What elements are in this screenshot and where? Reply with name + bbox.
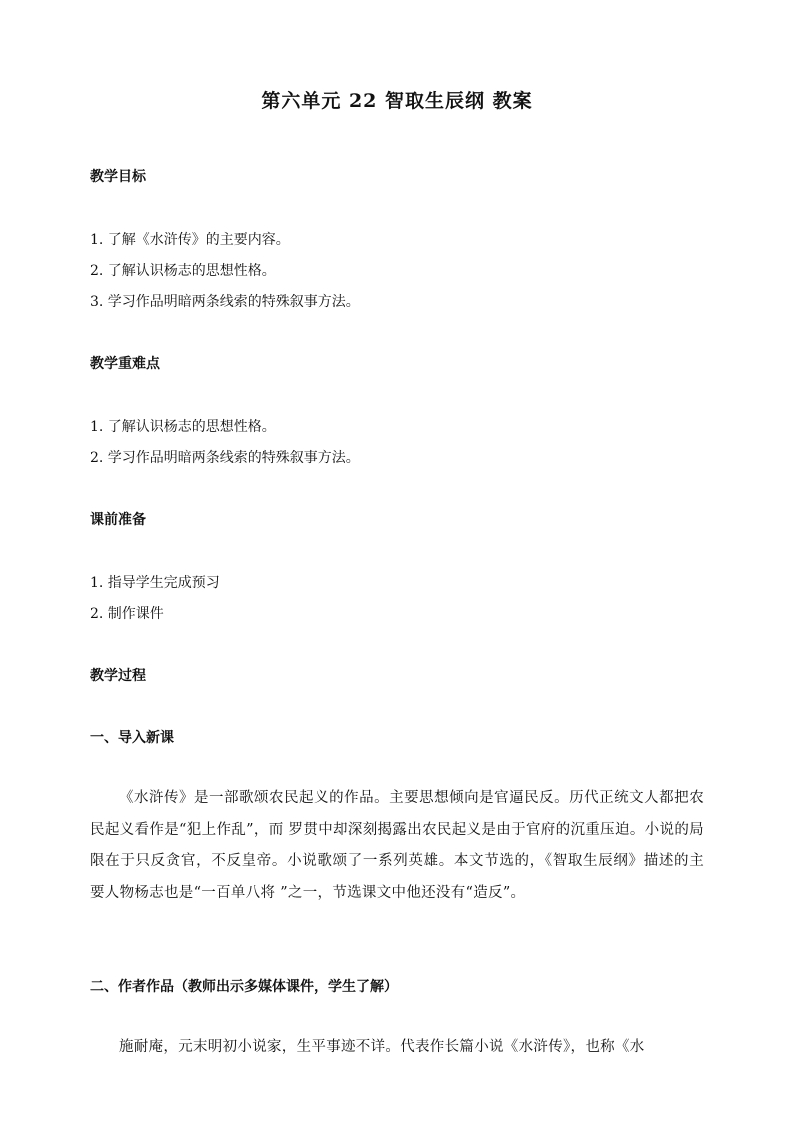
heading-intro: 一、导入新课 bbox=[90, 730, 174, 746]
prep-item-1: 1. 指导学生完成预习 bbox=[90, 575, 220, 591]
prep-item-2: 2. 制作课件 bbox=[90, 606, 164, 622]
goal-item-1: 1. 了解《水浒传》的主要内容。 bbox=[90, 232, 290, 248]
intro-paragraph: 《水浒传》是一部歌颂农民起义的作品。主要思想倾向是官逼民反。历代正统文人都把农民起义看作是“犯上作乱”，而 罗贯中却深刻揭露出农民起义是由于官府的沉重压迫。小说的局限在于只反贪官，不反皇帝。小说歌颂了一系列英雄。本文节选的，《智取生辰纲》描述的主要人物杨志也是“一百单八将 ”之一，节选课文中他还没有“造反”。 bbox=[90, 790, 704, 901]
keypoint-item-2: 2. 学习作品明暗两条线索的特殊叙事方法。 bbox=[90, 450, 360, 466]
goal-item-3: 3. 学习作品明暗两条线索的特殊叙事方法。 bbox=[90, 294, 360, 310]
heading-preparation: 课前准备 bbox=[90, 512, 146, 528]
heading-teaching-goals: 教学目标 bbox=[90, 169, 146, 185]
keypoint-item-1: 1. 了解认识杨志的思想性格。 bbox=[90, 419, 276, 435]
author-paragraph: 施耐庵，元末明初小说家，生平事迹不详。代表作长篇小说《水浒传》，也称《水 bbox=[119, 1039, 645, 1055]
heading-key-points: 教学重难点 bbox=[90, 356, 160, 372]
goal-item-2: 2. 了解认识杨志的思想性格。 bbox=[90, 263, 276, 279]
page-title: 第六单元 22 智取生辰纲 教案 bbox=[261, 90, 533, 112]
heading-teaching-process: 教学过程 bbox=[90, 668, 146, 684]
heading-author-works: 二、作者作品（教师出示多媒体课件，学生了解） bbox=[90, 979, 398, 995]
